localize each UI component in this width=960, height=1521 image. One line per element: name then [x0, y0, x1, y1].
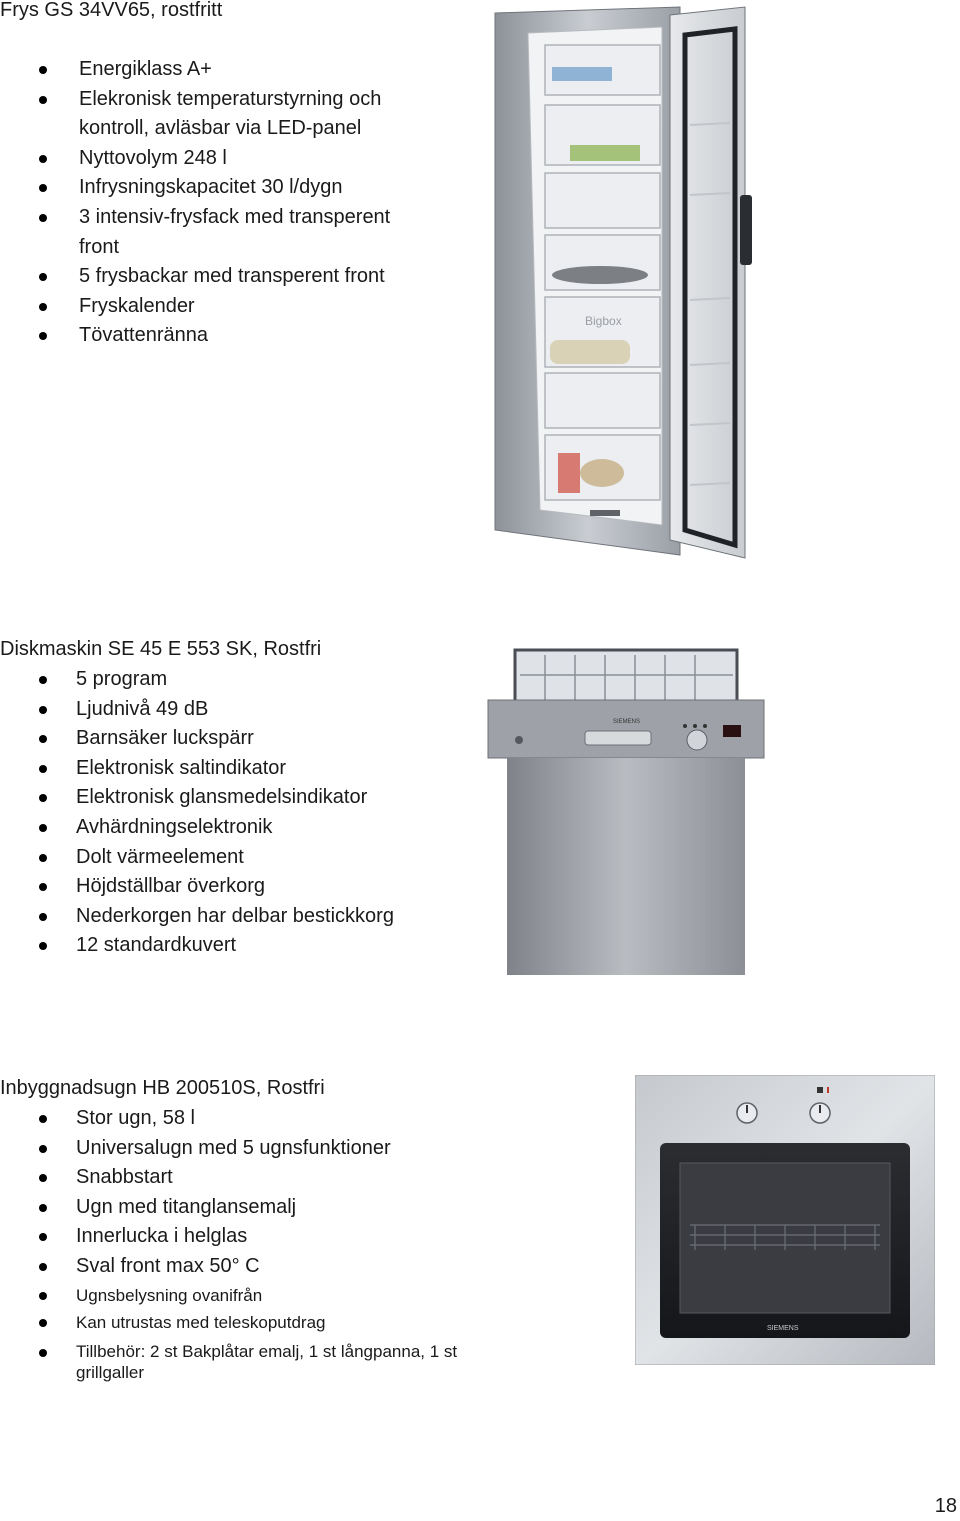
freezer-title: Frys GS 34VV65, rostfritt	[0, 0, 223, 21]
oven-title: Inbyggnadsugn HB 200510S, Rostfri	[0, 1077, 325, 1099]
list-item: Infrysningskapacitet 30 l/dygn	[79, 173, 390, 203]
oven-brand-label: SIEMENS	[767, 1325, 799, 1332]
list-item: Kan utrustas med teleskoputdrag	[76, 1309, 476, 1337]
list-item: Tillbehör: 2 st Bakplåtar emalj, 1 st långpanna, 1 st grillgaller	[76, 1337, 476, 1383]
oven-feature-list	[76, 1104, 476, 1383]
dishwasher-feature-list	[76, 665, 394, 961]
list-item: 12 standardkuvert	[76, 931, 394, 961]
list-item: 5 frysbackar med transperent front	[79, 262, 390, 292]
list-item: Tövattenränna	[79, 321, 390, 351]
list-item: 3 intensiv-frysfack med transperent	[79, 203, 390, 233]
list-item: Ugnsbelysning ovanifrån	[76, 1282, 476, 1310]
list-item: Barnsäker luckspärr	[76, 724, 394, 754]
freezer-image	[490, 5, 760, 560]
dishwasher-image	[485, 645, 767, 977]
list-item: Elekronisk temperaturstyrning och	[79, 85, 390, 115]
list-item: Elektronisk glansmedelsindikator	[76, 783, 394, 813]
list-item-continuation: kontroll, avläsbar via LED-panel	[79, 117, 362, 140]
list-item: Nyttovolym 248 l	[79, 144, 390, 174]
list-item: Nederkorgen har delbar bestickkorg	[76, 902, 394, 932]
list-item: Sval front max 50° C	[76, 1252, 476, 1282]
page-number: 18	[934, 1495, 957, 1517]
list-item: Innerlucka i helglas	[76, 1222, 476, 1252]
oven-image	[635, 1075, 935, 1365]
list-item: Fryskalender	[79, 292, 390, 322]
list-item: Ugn med titanglansemalj	[76, 1193, 476, 1223]
dishwasher-title: Diskmaskin SE 45 E 553 SK, Rostfri	[0, 638, 322, 660]
list-item: Energiklass A+	[79, 55, 390, 85]
list-item: 5 program	[76, 665, 394, 695]
list-item: Dolt värmeelement	[76, 843, 394, 873]
list-item: Höjdställbar överkorg	[76, 872, 394, 902]
list-item: Universalugn med 5 ugnsfunktioner	[76, 1134, 476, 1164]
list-item: Snabbstart	[76, 1163, 476, 1193]
list-item: Ljudnivå 49 dB	[76, 695, 394, 725]
list-item: Elektronisk saltindikator	[76, 754, 394, 784]
freezer-feature-list	[79, 55, 390, 351]
list-item: Avhärdningselektronik	[76, 813, 394, 843]
freezer-bigbox-label: Bigbox	[585, 314, 622, 328]
dishwasher-brand-label: SIEMENS	[613, 719, 641, 725]
list-item: Stor ugn, 58 l	[76, 1104, 476, 1134]
list-item-continuation: front	[79, 235, 120, 258]
